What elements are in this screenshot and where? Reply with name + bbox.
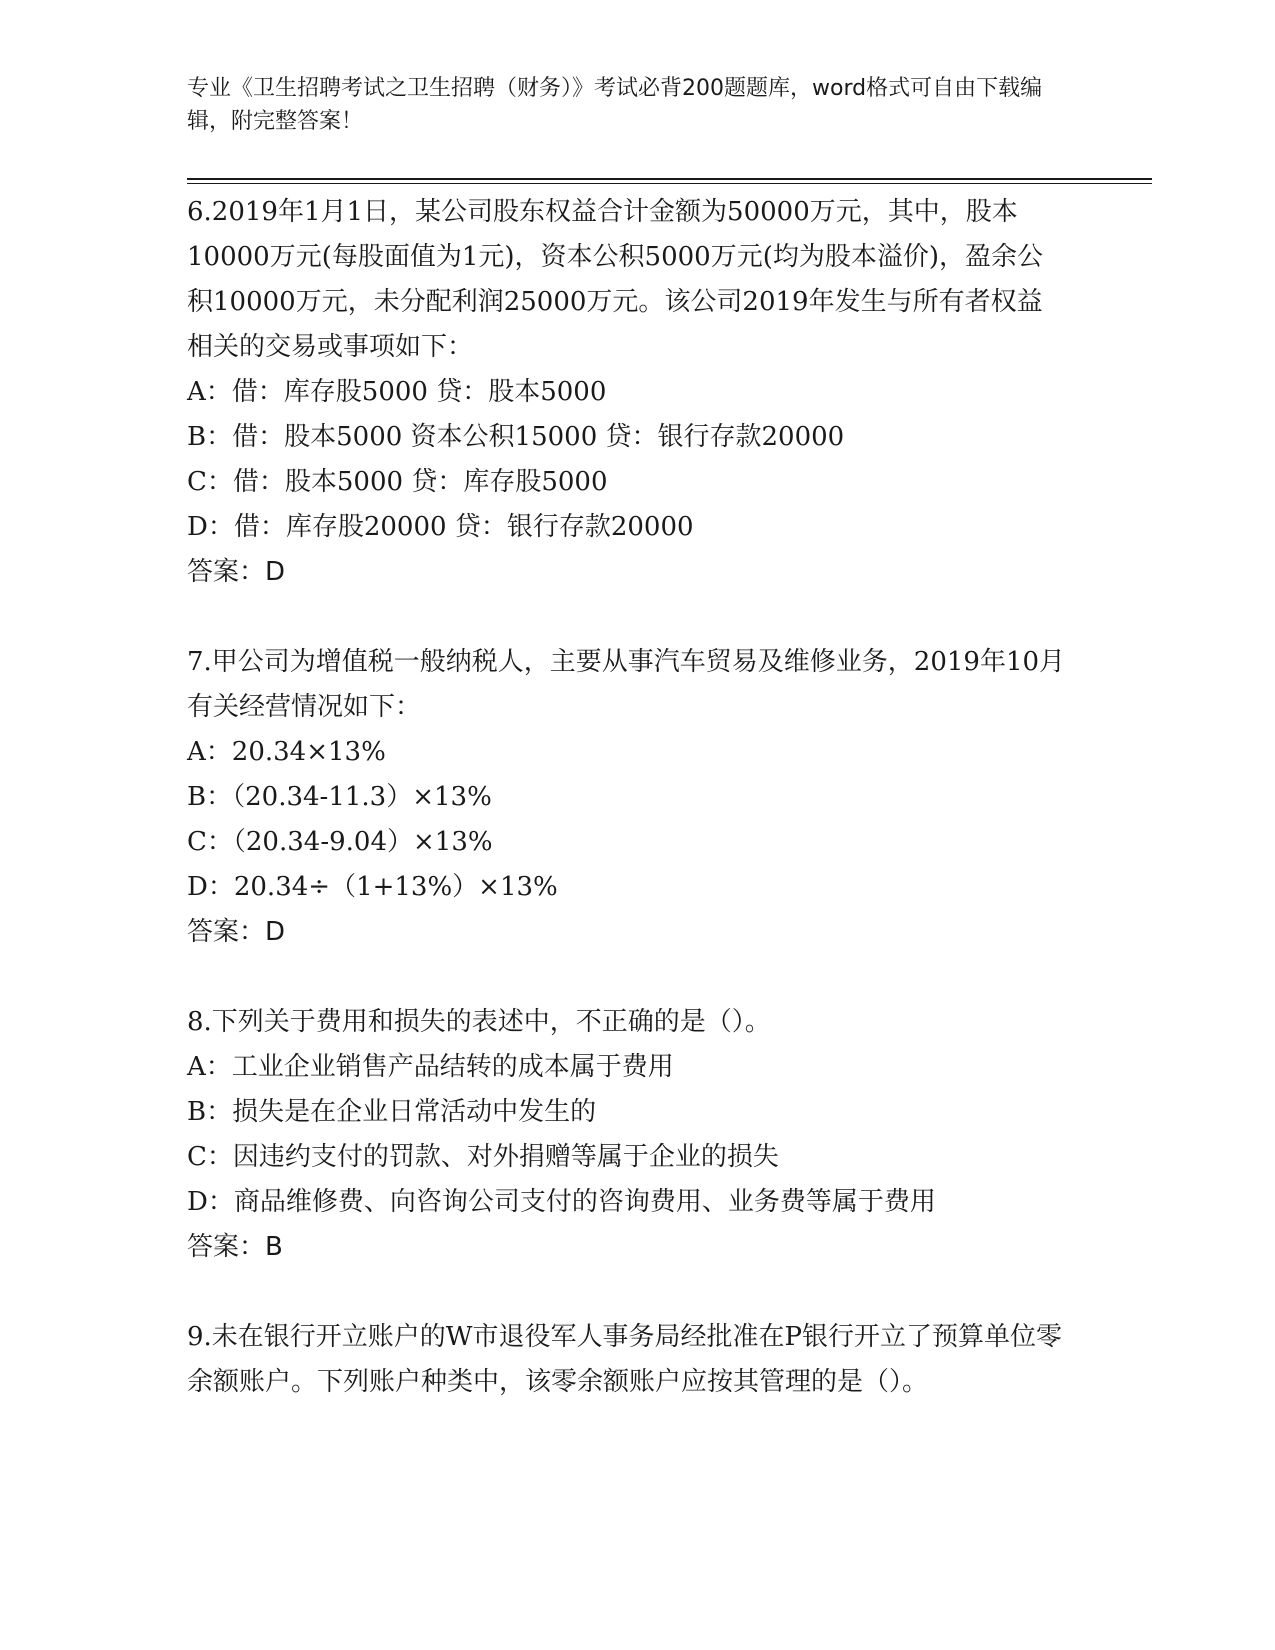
question-spacer	[187, 1270, 1067, 1315]
option-b: B：借：股本5000 资本公积15000 贷：银行存款20000	[187, 422, 845, 452]
option-a: A：20.34×13%	[187, 737, 386, 767]
option-d: D：商品维修费、向咨询公司支付的咨询费用、业务费等属于费用	[187, 1187, 936, 1217]
option-d: D：20.34÷（1+13%）×13%	[187, 872, 558, 902]
answer-label: 答案：D	[187, 917, 286, 947]
option-a: A：工业企业销售产品结转的成本属于费用	[187, 1052, 674, 1082]
questions-list	[187, 190, 1067, 1405]
question-stem: 7.甲公司为增值税一般纳税人，主要从事汽车贸易及维修业务，2019年10月有关经营情况如下：	[187, 647, 1066, 722]
document-header: 专业《卫生招聘考试之卫生招聘（财务）》考试必背200题题库，word格式可自由下载编辑，附完整答案！	[187, 76, 1043, 134]
option-c: C：借：股本5000 贷：库存股5000	[187, 467, 608, 497]
answer-label: 答案：B	[187, 1232, 283, 1262]
question-8	[187, 1000, 1067, 1270]
option-b: B：损失是在企业日常活动中发生的	[187, 1097, 597, 1127]
option-a: A：借：库存股5000 贷：股本5000	[187, 377, 607, 407]
question-spacer	[187, 955, 1067, 1000]
answer-label: 答案：D	[187, 557, 286, 587]
question-7	[187, 640, 1067, 955]
option-c: C：因违约支付的罚款、对外捐赠等属于企业的损失	[187, 1142, 779, 1172]
header-divider	[187, 178, 1152, 180]
option-d: D：借：库存股20000 贷：银行存款20000	[187, 512, 694, 542]
question-stem: 9.未在银行开立账户的W市退役军人事务局经批准在P银行开立了预算单位零余额账户。下列账户种类中，该零余额账户应按其管理的是（）。	[187, 1322, 1063, 1397]
question-stem: 6.2019年1月1日，某公司股东权益合计金额为50000万元，其中，股本10000万元(每股面值为1元)，资本公积5000万元(均为股本溢价)，盈余公积10000万元，未分配利润25000万元。该公司2019年发生与所有者权益相关的交易或事项如下：	[187, 197, 1043, 362]
question-stem: 8.下列关于费用和损失的表述中，不正确的是（）。	[187, 1007, 771, 1037]
header-divider-thin	[187, 183, 1152, 184]
question-9	[187, 1315, 1067, 1405]
question-6	[187, 190, 1067, 595]
option-b: B：（20.34-11.3）×13%	[187, 782, 492, 812]
option-c: C：（20.34-9.04）×13%	[187, 827, 493, 857]
question-spacer	[187, 595, 1067, 640]
